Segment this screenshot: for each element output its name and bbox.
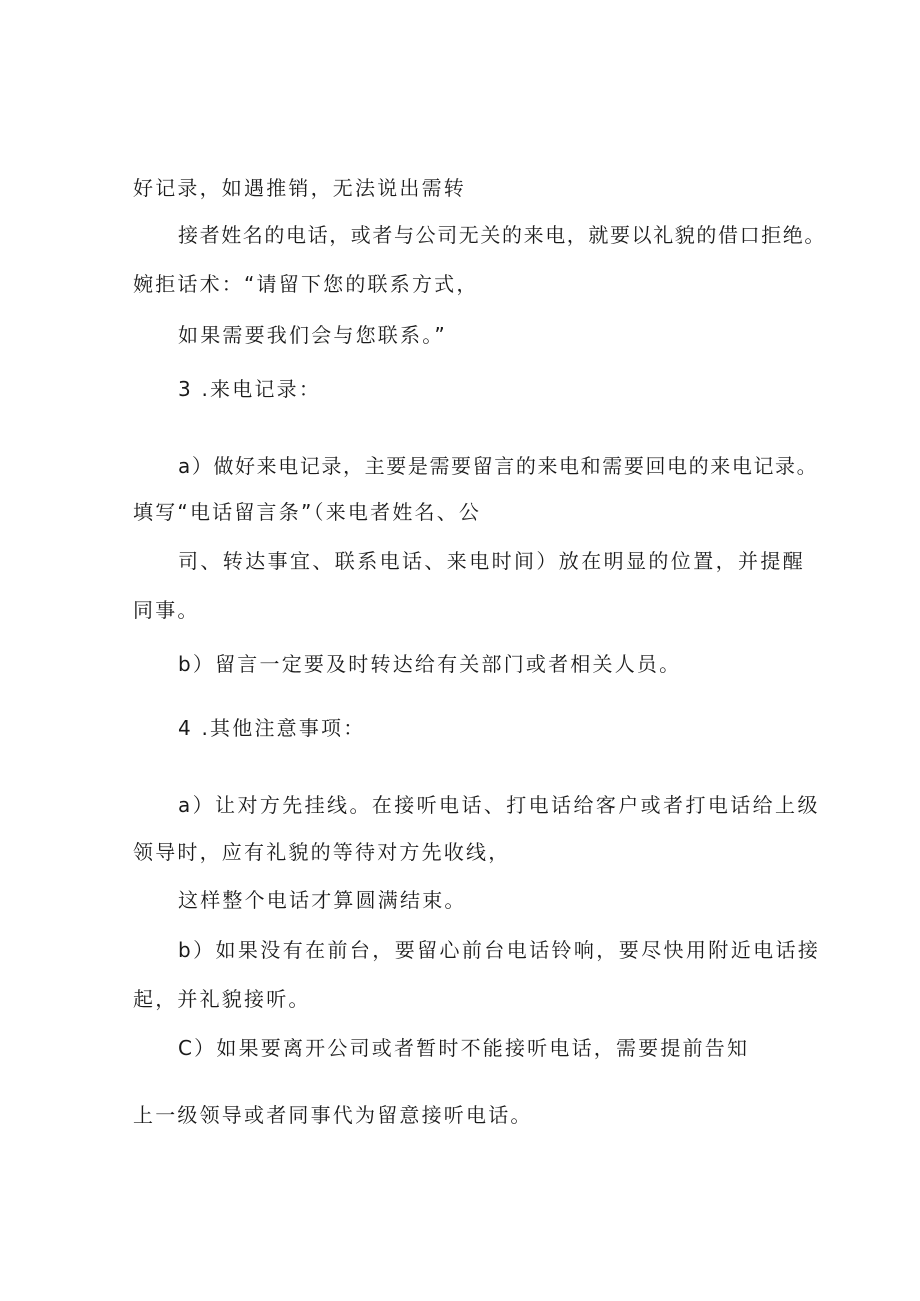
section-heading: 4 .其他注意事项： (178, 716, 366, 740)
text-line: b）留言一定要及时转达给有关部门或者相关人员。 (178, 652, 682, 676)
text-line: a）让对方先挂线。在接听电话、打电话给客户或者打电话给上级 (178, 793, 820, 817)
text-line: 如果需要我们会与您联系。” (178, 323, 447, 347)
text-line: 婉拒话术：“请留下您的联系方式， (133, 272, 479, 296)
text-line: 接者姓名的电话，或者与公司无关的来电，就要以礼貌的借口拒绝。 (178, 223, 826, 247)
section-heading: 3 .来电记录： (178, 377, 322, 401)
text-line: 领导时，应有礼貌的等待对方先收线， (133, 840, 511, 864)
text-line: 这样整个电话才算圆满结束。 (178, 888, 467, 912)
text-line: C）如果要离开公司或者暂时不能接听电话，需要提前告知 (178, 1036, 750, 1060)
text-line: 好记录，如遇推销，无法说出需转 (133, 176, 466, 200)
text-line: 起，并礼貌接听。 (133, 987, 311, 1011)
text-line: 上一级领导或者同事代为留意接听电话。 (133, 1103, 533, 1127)
text-line: 同事。 (133, 598, 200, 622)
text-line: 填写“电话留言条”（来电者姓名、公 (133, 500, 482, 524)
text-line: 司、转达事宜、联系电话、来电时间）放在明显的位置，并提醒 (178, 549, 806, 573)
text-line: a）做好来电记录，主要是需要留言的来电和需要回电的来电记录。 (178, 454, 819, 478)
text-line: b）如果没有在前台，要留心前台电话铃响，要尽快用附近电话接 (178, 938, 821, 962)
